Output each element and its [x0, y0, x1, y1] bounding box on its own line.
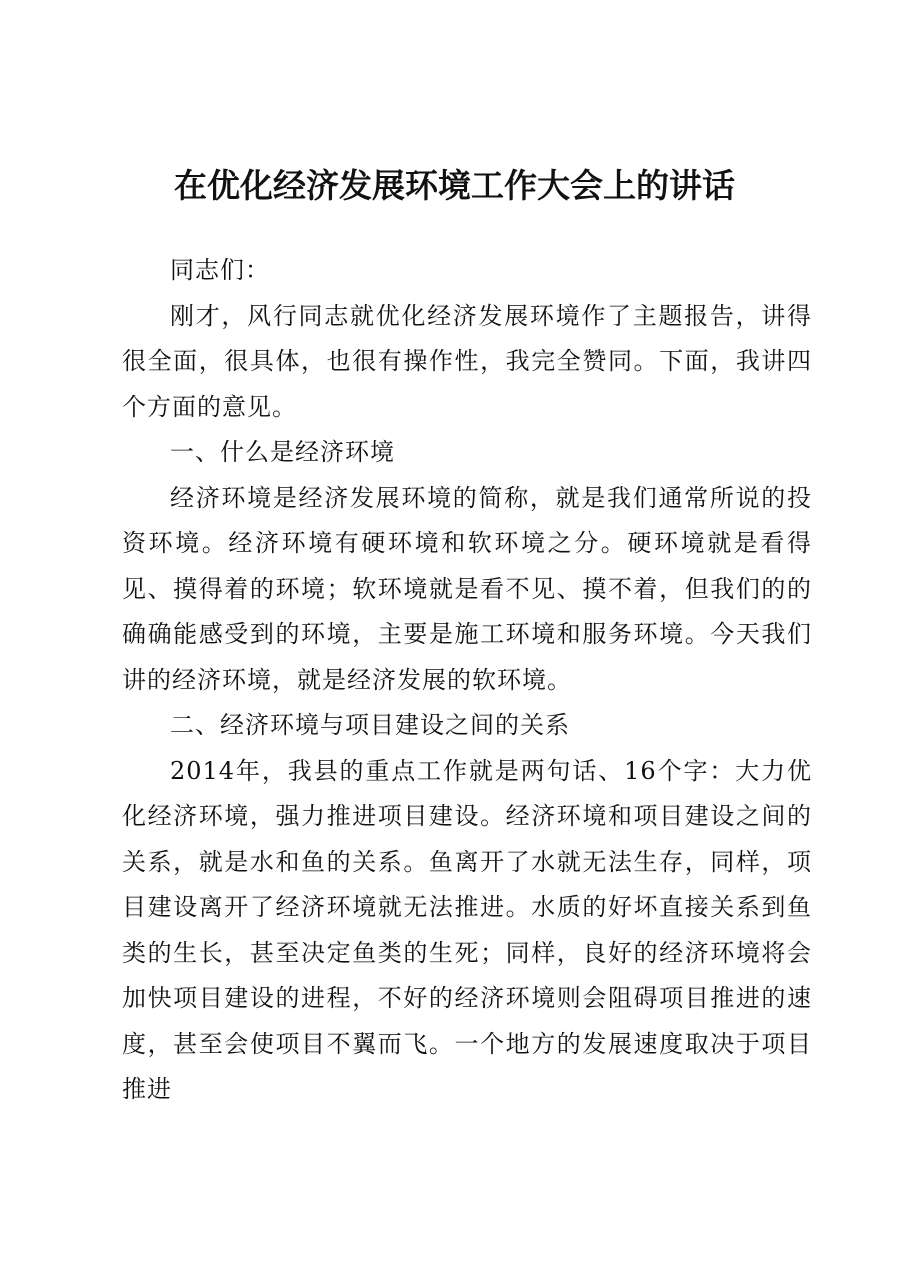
- document-body: [122, 248, 812, 1113]
- document-title: 在优化经济发展环境工作大会上的讲话: [174, 166, 735, 205]
- paragraph-relationship: 2014年，我县的重点工作就是两句话、16个字：大力优化经济环境，强力推进项目建设。经济环境和项目建设之间的关系，就是水和鱼的关系。鱼离开了水就无法生存，同样，项目建设离开了经济环境就无法推进。水质的好坏直接关系到鱼类的生长，甚至决定鱼类的生死；同样，良好的经济环境将会加快项目建设的进程，不好的经济环境则会阻碍项目推进的速度，甚至会使项目不翼而飞。一个地方的发展速度取决于项目推进: [122, 756, 812, 1103]
- paragraph-salutation: 同志们：: [170, 256, 270, 284]
- paragraph-intro: 刚才，风行同志就优化经济发展环境作了主题报告，讲得很全面，很具体，也很有操作性，我完全赞同。下面，我讲四个方面的意见。: [122, 301, 812, 421]
- paragraph-economic-environment: 经济环境是经济发展环境的简称，就是我们通常所说的投资环境。经济环境有硬环境和软环境之分。硬环境就是看得见、摸得着的环境；软环境就是看不见、摸不着，但我们的的确确能感受到的环境，主要是施工环境和服务环境。今天我们讲的经济环境，就是经济发展的软环境。: [122, 483, 812, 694]
- section-heading-1: 一、什么是经济环境: [170, 438, 395, 466]
- section-heading-2: 二、经济环境与项目建设之间的关系: [170, 711, 570, 739]
